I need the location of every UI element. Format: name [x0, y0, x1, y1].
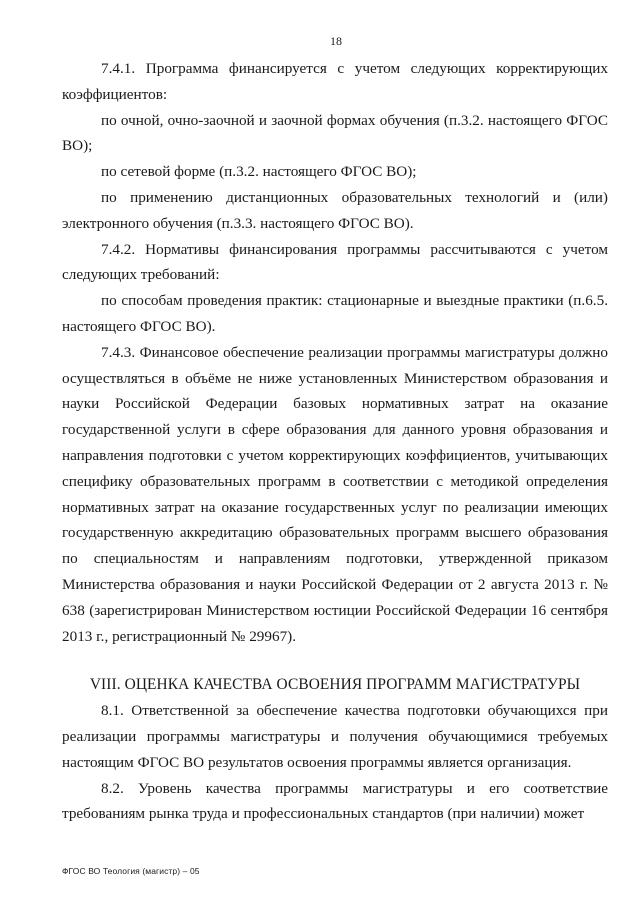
paragraph-7-4-3: 7.4.3. Финансовое обеспечение реализации программы магистратуры должно осуществляться в объёме не ниже установленных Министерством образования и науки Российской Федерации базовых нормативных затрат на оказание государственной услуги в сфере образования для данного уровня образования и направления подготовки с учетом корректирующих коэффициентов, учитывающих специфику образовательных программ в соответствии с методикой определения нормативных затрат на оказание государственных услуг по реализации имеющих государственную аккредитацию образовательных программ высшего образования по специальностям и направлениям подготовки, утвержденной приказом Министерства образования и науки Российской Федерации от 2 августа 2013 г. № 638 (зарегистрирован Министерством юстиции Российской Федерации 16 сентября 2013 г., регистрационный № 29967).	[62, 343, 608, 645]
paragraph-7-4-2: 7.4.2. Нормативы финансирования программы рассчитываются с учетом следующих требований:	[62, 240, 608, 284]
document-body	[62, 56, 608, 827]
page-number: 18	[330, 34, 342, 48]
paragraph-7-4-1: 7.4.1. Программа финансируется с учетом следующих корректирующих коэффициентов:	[62, 60, 608, 103]
paragraph-practice-methods: по способам проведения практик: стационарные и выездные практики (п.6.5. настоящего ФГОС ВО).	[62, 292, 608, 335]
paragraph-distance-learning: по применению дистанционных образовательных технологий и (или) электронного обучения (п.3.3. настоящего ФГОС ВО).	[62, 188, 608, 232]
paragraph-8-2: 8.2. Уровень качества программы магистратуры и его соответствие требованиям рынка труда и профессиональных стандартов (при наличии) может	[62, 779, 608, 823]
paragraph-8-1: 8.1. Ответственной за обеспечение качества подготовки обучающихся при реализации программы магистратуры и получения обучающимися требуемых настоящим ФГОС ВО результатов освоения программы является организация.	[62, 702, 608, 771]
document-footer: ФГОС ВО Теология (магистр) – 05	[62, 866, 200, 876]
paragraph-full-time-forms: по очной, очно-заочной и заочной формах обучения (п.3.2. настоящего ФГОС ВО);	[62, 111, 608, 155]
section-heading-viii: VIII. ОЦЕНКА КАЧЕСТВА ОСВОЕНИЯ ПРОГРАММ МАГИСТРАТУРЫ	[89, 676, 581, 694]
paragraph-network-form: по сетевой форме (п.3.2. настоящего ФГОС ВО);	[101, 163, 417, 181]
